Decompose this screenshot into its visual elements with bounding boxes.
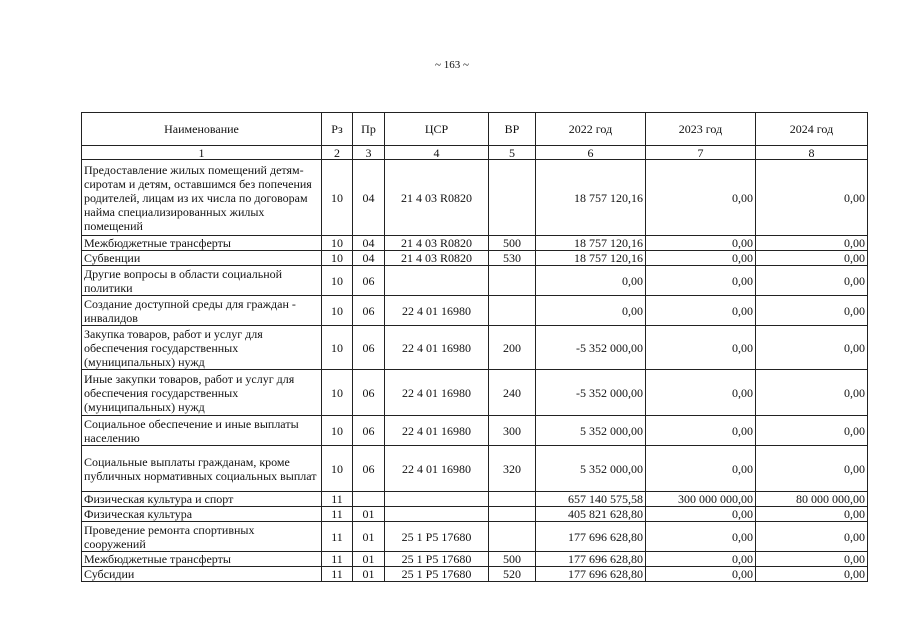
cell-pr: 06 <box>353 326 385 370</box>
cell-vr: 320 <box>489 446 536 492</box>
cell-2023: 0,00 <box>646 326 756 370</box>
column-number: 8 <box>756 146 868 160</box>
cell-rz: 11 <box>322 552 353 567</box>
cell-rz: 11 <box>322 507 353 522</box>
cell-pr: 01 <box>353 522 385 552</box>
cell-2023: 0,00 <box>646 296 756 326</box>
table-row <box>82 370 868 416</box>
cell-pr <box>353 492 385 507</box>
cell-pr: 06 <box>353 416 385 446</box>
table-row <box>82 251 868 266</box>
header-rz: Рз <box>322 113 353 146</box>
cell-name: Иные закупки товаров, работ и услуг для обеспечения государственных (муниципальных) нужд <box>82 370 322 416</box>
cell-pr: 04 <box>353 236 385 251</box>
cell-2023: 300 000 000,00 <box>646 492 756 507</box>
cell-name: Предоставление жилых помещений детям-сиротам и детям, оставшимся без попечения родителей, лицам из их числа по договорам найма специализированных жилых помещений <box>82 160 322 236</box>
cell-2023: 0,00 <box>646 446 756 492</box>
budget-table <box>81 112 868 582</box>
table-row <box>82 507 868 522</box>
cell-2024: 0,00 <box>756 326 868 370</box>
cell-2022: 177 696 628,80 <box>536 552 646 567</box>
cell-rz: 11 <box>322 522 353 552</box>
header-csr: ЦСР <box>385 113 489 146</box>
cell-csr: 25 1 P5 17680 <box>385 552 489 567</box>
cell-2024: 0,00 <box>756 370 868 416</box>
cell-2022: 5 352 000,00 <box>536 416 646 446</box>
cell-rz: 11 <box>322 567 353 582</box>
cell-2024: 0,00 <box>756 552 868 567</box>
cell-vr: 300 <box>489 416 536 446</box>
cell-2023: 0,00 <box>646 160 756 236</box>
header-pr: Пр <box>353 113 385 146</box>
table-row <box>82 567 868 582</box>
cell-rz: 10 <box>322 416 353 446</box>
cell-name: Субвенции <box>82 251 322 266</box>
column-number-row <box>82 146 868 160</box>
cell-2024: 0,00 <box>756 522 868 552</box>
column-number: 1 <box>82 146 322 160</box>
cell-vr <box>489 296 536 326</box>
cell-pr: 01 <box>353 507 385 522</box>
cell-name: Социальное обеспечение и иные выплаты населению <box>82 416 322 446</box>
cell-csr: 22 4 01 16980 <box>385 416 489 446</box>
cell-vr <box>489 522 536 552</box>
cell-2022: 18 757 120,16 <box>536 251 646 266</box>
cell-vr <box>489 266 536 296</box>
cell-name: Проведение ремонта спортивных сооружений <box>82 522 322 552</box>
cell-vr: 240 <box>489 370 536 416</box>
table-row <box>82 236 868 251</box>
cell-2023: 0,00 <box>646 370 756 416</box>
cell-2024: 0,00 <box>756 251 868 266</box>
cell-vr <box>489 492 536 507</box>
table-row <box>82 296 868 326</box>
cell-csr <box>385 507 489 522</box>
cell-pr: 06 <box>353 446 385 492</box>
cell-vr <box>489 507 536 522</box>
cell-pr: 06 <box>353 296 385 326</box>
cell-pr: 04 <box>353 251 385 266</box>
cell-2023: 0,00 <box>646 522 756 552</box>
cell-csr: 22 4 01 16980 <box>385 446 489 492</box>
cell-csr: 22 4 01 16980 <box>385 370 489 416</box>
cell-csr: 21 4 03 R0820 <box>385 236 489 251</box>
cell-rz: 11 <box>322 492 353 507</box>
cell-rz: 10 <box>322 251 353 266</box>
cell-2022: 0,00 <box>536 266 646 296</box>
table-row <box>82 522 868 552</box>
cell-pr: 06 <box>353 266 385 296</box>
cell-2023: 0,00 <box>646 507 756 522</box>
cell-2024: 0,00 <box>756 446 868 492</box>
cell-rz: 10 <box>322 160 353 236</box>
column-number: 7 <box>646 146 756 160</box>
cell-2022: -5 352 000,00 <box>536 326 646 370</box>
cell-2023: 0,00 <box>646 236 756 251</box>
cell-2022: 177 696 628,80 <box>536 522 646 552</box>
cell-2024: 0,00 <box>756 266 868 296</box>
cell-name: Создание доступной среды для граждан - инвалидов <box>82 296 322 326</box>
cell-name: Межбюджетные трансферты <box>82 552 322 567</box>
cell-2024: 0,00 <box>756 416 868 446</box>
cell-csr: 21 4 03 R0820 <box>385 160 489 236</box>
cell-2022: 18 757 120,16 <box>536 160 646 236</box>
header-name: Наименование <box>82 113 322 146</box>
cell-rz: 10 <box>322 236 353 251</box>
cell-pr: 01 <box>353 552 385 567</box>
cell-csr: 25 1 P5 17680 <box>385 522 489 552</box>
table-row <box>82 446 868 492</box>
cell-vr: 200 <box>489 326 536 370</box>
cell-2023: 0,00 <box>646 251 756 266</box>
cell-rz: 10 <box>322 326 353 370</box>
cell-vr: 520 <box>489 567 536 582</box>
cell-2022: -5 352 000,00 <box>536 370 646 416</box>
cell-rz: 10 <box>322 266 353 296</box>
cell-2024: 0,00 <box>756 296 868 326</box>
cell-2024: 0,00 <box>756 160 868 236</box>
cell-csr: 25 1 P5 17680 <box>385 567 489 582</box>
header-2023: 2023 год <box>646 113 756 146</box>
cell-csr: 22 4 01 16980 <box>385 296 489 326</box>
cell-2024: 0,00 <box>756 507 868 522</box>
cell-2023: 0,00 <box>646 567 756 582</box>
cell-csr: 21 4 03 R0820 <box>385 251 489 266</box>
table-row <box>82 266 868 296</box>
header-vr: ВР <box>489 113 536 146</box>
cell-2022: 177 696 628,80 <box>536 567 646 582</box>
header-row <box>82 113 868 146</box>
cell-name: Межбюджетные трансферты <box>82 236 322 251</box>
cell-csr: 22 4 01 16980 <box>385 326 489 370</box>
cell-2023: 0,00 <box>646 266 756 296</box>
column-number: 3 <box>353 146 385 160</box>
cell-vr: 530 <box>489 251 536 266</box>
table-body <box>82 160 868 582</box>
table-row <box>82 552 868 567</box>
cell-2024: 0,00 <box>756 567 868 582</box>
cell-pr: 06 <box>353 370 385 416</box>
cell-name: Закупка товаров, работ и услуг для обеспечения государственных (муниципальных) нужд <box>82 326 322 370</box>
column-number: 6 <box>536 146 646 160</box>
cell-2024: 80 000 000,00 <box>756 492 868 507</box>
cell-pr: 01 <box>353 567 385 582</box>
table-row <box>82 326 868 370</box>
table-row <box>82 492 868 507</box>
cell-2022: 18 757 120,16 <box>536 236 646 251</box>
cell-csr <box>385 266 489 296</box>
cell-rz: 10 <box>322 446 353 492</box>
cell-rz: 10 <box>322 296 353 326</box>
column-number: 2 <box>322 146 353 160</box>
table-row <box>82 416 868 446</box>
header-2024: 2024 год <box>756 113 868 146</box>
cell-2022: 657 140 575,58 <box>536 492 646 507</box>
cell-name: Субсидии <box>82 567 322 582</box>
cell-2022: 405 821 628,80 <box>536 507 646 522</box>
cell-name: Физическая культура <box>82 507 322 522</box>
cell-pr: 04 <box>353 160 385 236</box>
table-row <box>82 160 868 236</box>
cell-2024: 0,00 <box>756 236 868 251</box>
cell-2022: 0,00 <box>536 296 646 326</box>
cell-2023: 0,00 <box>646 416 756 446</box>
header-2022: 2022 год <box>536 113 646 146</box>
cell-rz: 10 <box>322 370 353 416</box>
cell-2022: 5 352 000,00 <box>536 446 646 492</box>
cell-name: Социальные выплаты гражданам, кроме публичных нормативных социальных выплат <box>82 446 322 492</box>
page-number: ~ 163 ~ <box>435 59 469 71</box>
cell-csr <box>385 492 489 507</box>
cell-vr: 500 <box>489 236 536 251</box>
cell-name: Физическая культура и спорт <box>82 492 322 507</box>
column-number: 5 <box>489 146 536 160</box>
cell-name: Другие вопросы в области социальной политики <box>82 266 322 296</box>
column-number: 4 <box>385 146 489 160</box>
cell-vr <box>489 160 536 236</box>
cell-2023: 0,00 <box>646 552 756 567</box>
cell-vr: 500 <box>489 552 536 567</box>
